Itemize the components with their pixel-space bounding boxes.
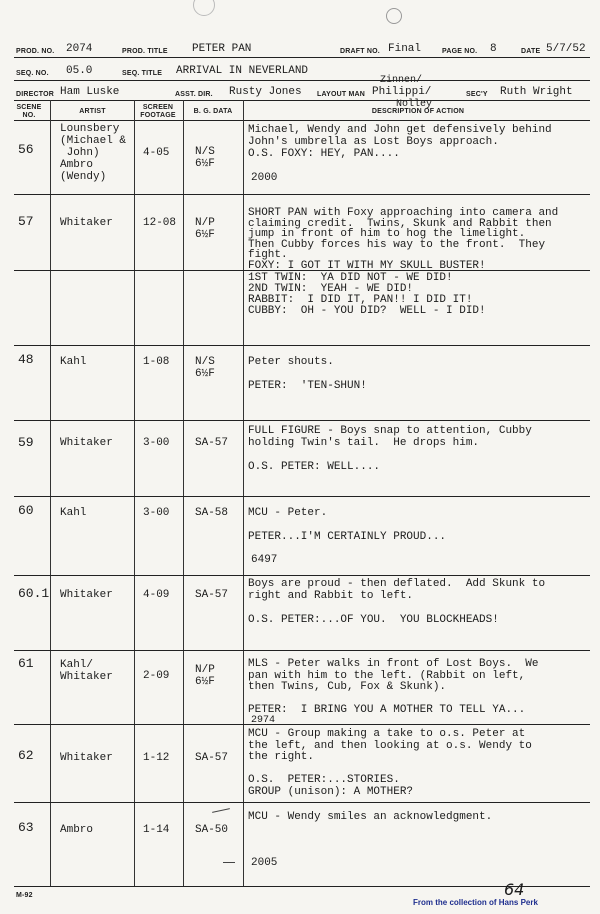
scene-number: 63 (18, 820, 34, 835)
scene-note: 6497 (251, 554, 278, 566)
scene-bg: N/P 6½F (195, 217, 215, 241)
secy-label: SEC'Y (466, 91, 488, 98)
form-number: M-92 (16, 892, 33, 899)
scene-bg: SA-58 (195, 507, 229, 519)
col-footage: SCREEN FOOTAGE (140, 104, 176, 119)
scene-bg: N/S 6½F (195, 356, 215, 380)
scene-artist: Kahl (60, 507, 87, 519)
scene-artist: Whitaker (60, 752, 113, 764)
scene-description: FULL FIGURE - Boys snap to attention, Cubby holding Twin's tail. He drops him. O.S. PETER: WELL.... (248, 425, 532, 473)
prod-no: 2074 (66, 43, 93, 55)
scene-artist: Whitaker (60, 217, 113, 229)
secy: Ruth Wright (500, 86, 573, 98)
scene-bg: SA-57 (195, 752, 229, 764)
col-scene: SCENE NO. (16, 104, 42, 119)
scene-description: MCU - Group making a take to o.s. Peter at the left, and then looking at o.s. Wendy to the right. O.S. PETER:...STORIES. GROUP (unison): A MOTHER? (248, 728, 532, 798)
scene-number: 57 (18, 214, 34, 229)
scene-bg: N/P 6½F (195, 664, 215, 688)
scene-footage: 2-09 (143, 670, 170, 682)
page-no: 8 (490, 43, 497, 55)
scene-description: 1ST TWIN: YA DID NOT - WE DID! 2ND TWIN: YEAH - WE DID! RABBIT: I DID IT, PAN!! I DID IT! CUBBY: OH - YOU DID? WELL - I DID! (248, 272, 486, 317)
scene-artist: Whitaker (60, 437, 113, 449)
asst-dir-label: ASST. DIR. (175, 91, 213, 98)
scene-description: MCU - Wendy smiles an acknowledgment. (248, 811, 493, 823)
director: Ham Luske (60, 86, 120, 98)
scene-artist: Lounsbery (Michael & John) Ambro (Wendy) (60, 123, 127, 183)
seq-title: ARRIVAL IN NEVERLAND (176, 65, 309, 77)
collection-credit: From the collection of Hans Perk (413, 898, 538, 907)
scene-description: MCU - Peter. PETER...I'M CERTAINLY PROUD... (248, 507, 447, 543)
scene-bg: SA-57 (195, 437, 229, 449)
col-description: DESCRIPTION OF ACTION (371, 108, 465, 115)
pencil-mark (212, 808, 230, 813)
layout-man-2: Philippi/ (372, 86, 432, 98)
scene-number: 59 (18, 435, 34, 450)
seq-no: 05.0 (66, 65, 93, 77)
layout-label: LAYOUT MAN (317, 91, 366, 98)
scene-footage: 12-08 (143, 217, 177, 229)
seq-title-label: SEQ. TITLE (122, 70, 163, 77)
seq-no-label: SEQ. NO. (16, 70, 49, 77)
scene-number: 60.1 (18, 586, 50, 601)
scene-footage: 1-08 (143, 356, 170, 368)
scene-description: Peter shouts. PETER: 'TEN-SHUN! (248, 356, 367, 392)
layout-man-1: Zinnen/ (380, 75, 423, 86)
director-label: DIRECTOR (16, 91, 55, 98)
scene-number: 62 (18, 748, 34, 763)
draft-no-label: DRAFT NO. (340, 48, 380, 55)
scene-footage: 4-09 (143, 589, 170, 601)
punch-hole-left (193, 0, 215, 16)
scene-footage: 1-12 (143, 752, 170, 764)
scene-note: 2974 (251, 715, 276, 726)
scene-number: 61 (18, 656, 34, 671)
scene-footage: 4-05 (143, 147, 170, 159)
scene-artist: Kahl (60, 356, 87, 368)
page-no-label: PAGE NO. (442, 48, 478, 55)
scene-bg: N/S 6½F (195, 146, 215, 170)
pencil-mark (223, 862, 235, 863)
draft-no: Final (388, 43, 422, 55)
col-artist: ARTIST (79, 108, 106, 115)
scene-description: Boys are proud - then deflated. Add Skunk to right and Rabbit to left. O.S. PETER:...OF YOU. YOU BLOCKHEADS! (248, 578, 546, 626)
asst-dir: Rusty Jones (229, 86, 302, 98)
punch-hole-right (386, 8, 402, 24)
scene-footage: 3-00 (143, 507, 170, 519)
handwritten-page-number: 64 (504, 880, 525, 899)
scene-bg: SA-50 (195, 824, 229, 836)
scene-number: 56 (18, 142, 34, 157)
scene-description: Michael, Wendy and John get defensively behind John's umbrella as Lost Boys approach. O.S. FOXY: HEY, PAN.... (248, 124, 552, 160)
scene-number: 60 (18, 503, 34, 518)
col-bg: B. G. DATA (193, 108, 233, 115)
scene-number: 48 (18, 352, 34, 367)
layout-man-3: Nolley (396, 99, 433, 110)
date: 5/7/52 (546, 43, 586, 55)
scene-bg: SA-57 (195, 589, 229, 601)
prod-title-label: PROD. TITLE (122, 48, 168, 55)
scene-artist: Kahl/ Whitaker (60, 659, 113, 683)
prod-no-label: PROD. NO. (16, 48, 55, 55)
scene-description: SHORT PAN with Foxy approaching into camera and claiming credit. Twins, Skunk and Rabbit then jump in front of him to hog the limelight. Then Cubby forces his way to the front. They fight. FOXY: I GOT IT WITH MY SKULL BUSTER! (248, 207, 559, 272)
scene-artist: Whitaker (60, 589, 113, 601)
date-label: DATE (521, 48, 541, 55)
scene-footage: 3-00 (143, 437, 170, 449)
scene-note: 2005 (251, 857, 278, 869)
scene-artist: Ambro (60, 824, 94, 836)
scene-description: MLS - Peter walks in front of Lost Boys. We pan with him to the left. (Rabbit on left, then Twins, Cub, Fox & Skunk). PETER: I BRING YOU A MOTHER TO TELL YA... (248, 658, 539, 716)
scene-footage: 1-14 (143, 824, 170, 836)
scene-note: 2000 (251, 172, 278, 184)
prod-title: PETER PAN (192, 43, 252, 55)
